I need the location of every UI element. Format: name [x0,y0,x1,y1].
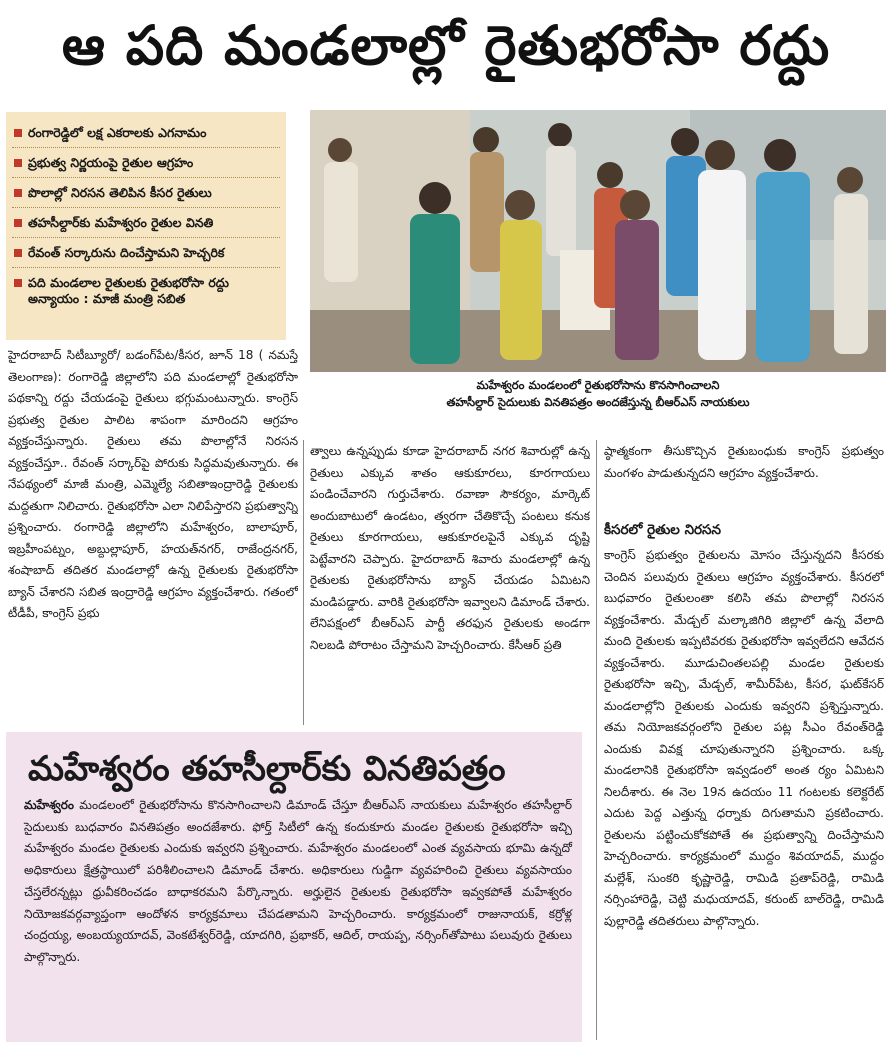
bullet-icon [14,159,22,167]
article-column-1: హైదరాబాద్ సిటీబ్యూరో/ బడంగ్‌పేట/కీసర, జూన్ 18 ( నమస్తే తెలంగాణ): రంగారెడ్డి జిల్లాలోని పది మండలాల్లో రైతుభరోసా పథకాన్ని రద్దు చేయడంపై రైతులు భగ్గుమంటున్నారు. కాంగ్రెస్ ప్రభుత్వ రైతుల పాలిట శాపంగా మారిందని ఆగ్రహం వ్యక్తంచేస్తున్నారు. రైతులు తమ పొలాల్లోనే నిరసన వ్యక్తంచేస్తూ.. రేవంత్ సర్కార్‌పై పోరుకు సిద్ధమవుతున్నారు. ఈ నేపథ్యంలో మాజీ మంత్రి, ఎమ్మెల్యే సబితాఇంద్రారెడ్డి రైతులకు మద్దతుగా నిలిచారు. రైతుభరోసా ఎలా నిలిపేస్తారని ప్రభుత్వాన్ని ప్రశ్నించారు. రంగారెడ్డి జిల్లాలోని మహేశ్వరం, బాలాపూర్, ఇబ్రహీంపట్నం, అబ్దుల్లాపూర్, హయత్‌నగర్, రాజేంద్రనగర్, శంషాబాద్ తదితర మండలాల్లో ఉన్న రైతులకు రైతుభరోసా బ్యాన్ చేశారని సబిత ఇంద్రారెడ్డి ఆగ్రహం వ్యక్తంచేశారు. గతంలో టీడీపీ, కాంగ్రెస్ ప్రభు [8,348,298,620]
headline: ఆ పది మండలాల్లో రైతుభరోసా రద్దు [61,13,831,77]
sidebar-text: మండలంలో రైతుభరోసాను కొనసాగించాలని డిమాండ్ చేస్తూ బీఆర్‌ఎస్ నాయకులు మహేశ్వరం తహసీల్దార్ సైదులుకు బుధవారం వినతిపత్రం అందజేశారు. ఫోర్త్ సిటీలో ఉన్న కందుకూరు మండల రైతులకు రైతుభరోసా ఇచ్చి మహేశ్వరం మండల రైతులకు ఎందుకు ఇవ్వరని ప్రశ్నించారు. మహేశ్వరం మండలంలో ఎంత వ్యవసాయ భూమి ఉన్నదో అధికారులు క్షేత్రస్థాయిలో పరిశీలించాలని డిమాండ్ చేశారు. అధికారులు గుడ్డిగా వ్యవహరించి రైతులు వ్యవసాయం చేస్తలేరన్నట్లు ధ్రువీకరించడం బాధాకరమని పేర్కొన్నారు. అర్హులైన రైతులకు రైతుభరోసా ఇవ్వకపోతే మహేశ్వరం నియోజకవర్గవ్యాప్తంగా ఆందోళన కార్యక్రమాలు చేపడతామని హెచ్చరించారు. కార్యక్రమంలో రాజునాయక్, కర్రోళ్ల చంద్రయ్య, అంబయ్యయాదవ్, వెంకటేశ్వర్‌రెడ్డి, యాదగిరి, ప్రభాకర్, ఆదిల్, రాయప్ప, నర్సింగ్‌తోపాటు పలువురు రైతులు పాల్గొన్నారు. [24,798,572,964]
sidebar-title: మహేశ్వరం తహసీల్దార్‌కు వినతిపత్రం [28,749,506,789]
subheading: కీసరలో రైతుల నిరసన [604,522,722,538]
column-divider [303,440,304,725]
highlight-item: ప్రభుత్వ నిర్ణయంపై రైతుల ఆగ్రహం [12,148,280,178]
bullet-icon [14,129,22,137]
highlight-item: తహసీల్దార్‌కు మహేశ్వరం రైతుల వినతి [12,208,280,238]
bullet-icon [14,279,22,287]
bullet-icon [14,249,22,257]
highlight-item: రేవంత్ సర్కారును దించేస్తామని హెచ్చరిక [12,238,280,268]
column-divider [596,440,597,1040]
highlight-item: పది మండలాల రైతులకు రైతుభరోసా రద్దు అన్యాయం : మాజీ మంత్రి సబిత [12,268,280,313]
sidebar-lead: మహేశ్వరం [24,798,74,812]
highlights-box [6,112,286,340]
sidebar-body [24,795,572,969]
news-photo-illustration [310,110,886,372]
photo-caption-line: మహేశ్వరం మండలంలో రైతుభరోసాను కొనసాగించాలని [476,378,720,392]
photo-caption-line: తహసీల్దార్ సైదులుకు వినతిపత్రం అందజేస్తున్న బీఆర్‌ఎస్ నాయకులు [446,395,750,409]
highlight-item: రంగారెడ్డిలో లక్ష ఎకరాలకు ఎగనామం [12,118,280,148]
bullet-icon [14,189,22,197]
bullet-icon [14,219,22,227]
news-photo [310,110,886,372]
photo-caption [310,377,886,411]
article-column-3-top: ష్ఠాత్మకంగా తీసుకొచ్చిన రైతుబంధుకు కాంగ్రెస్ ప్రభుత్వం మంగళం పాడుతున్నదని ఆగ్రహం వ్యక్తంచేశారు. [604,444,884,480]
article-column-2: త్వాలు ఉన్నప్పుడు కూడా హైదరాబాద్ నగర శివారుల్లో ఉన్న రైతులు ఎక్కువ శాతం ఆకుకూరలు, కూరగాయలు పండించేవారని గుర్తుచేశారు. రవాణా సౌకర్యం, మార్కెట్ అందుబాటులో ఉండటం, త్వరగా చేతికొచ్చే పంటలు కనుక రైతులు కూరగాయలు, ఆకుకూరలపైనే ఎక్కువ దృష్టి పెట్టేవారని చెప్పారు. హైదరాబాద్ శివారు మండలాల్లో ఉన్న రైతులకు రైతుభరోసాను బ్యాన్ చేయడం ఏమిటని మండిపడ్డారు. వారికి రైతుభరోసా ఇవ్వాలని డిమాండ్ చేశారు. లేనిపక్షంలో బీఆర్‌ఎస్ పార్టీ తరఫున రైతులకు అండగా నిలబడి పోరాటం చేస్తామని హెచ్చరించారు. కేసీఆర్ ప్రతి [310,444,590,652]
article-column-3: కాంగ్రెస్ ప్రభుత్వం రైతులను మోసం చేస్తున్నదని కీసరకు చెందిన పలువురు రైతులు ఆగ్రహం వ్యక్తంచేశారు. కీసరలో బుధవారం రైతులంతా కలిసి తమ పొలాల్లో నిరసన వ్యక్తంచేశారు. మేడ్చల్ మల్కాజిగిరి జిల్లాలో ఉన్న వేలాది మంది రైతులకు ఇప్పటివరకు రైతుభరోసా ఇవ్వలేదని ఆవేదన వ్యక్తంచేశారు. మూడుచింతలపల్లి మండల రైతులకు రైతుభరోసా ఇచ్చి, మేడ్చల్, శామీర్‌పేట, కీసర, ఘట్‌కేసర్ మండలాల్లోని రైతులకు ఎందుకు ఇవ్వరని ప్రశ్నిస్తున్నారు. తమ నియోజకవర్గంలోని రైతుల పట్ల సీఎం రేవంత్‌రెడ్డి ఎందుకు వివక్ష చూపుతున్నారని ప్రశ్నించారు. ఒక్క మండలానికి రైతుభరోసా ఇవ్వడంలో అంత ర్యం ఏమిటని నిలదీశారు. ఈ నెల 19న ఉదయం 11 గంటలకు కలెక్టరేట్ ఎదుట పెద్ద ఎత్తున్న ధర్నాకు దిగుతామని ప్రకటించారు. రైతులను పట్టించుకోకపోతే ఈ ప్రభుత్వాన్ని దించేస్తామని హెచ్చరించారు. కార్యక్రమంలో ముద్దం శివయాదవ్, ముద్దం మల్లేశ్, సుంకరి కృష్ణారెడ్డి, రామిడి ప్రతాప్‌రెడ్డి, రామిడి నర్సింహారెడ్డి, చెట్టి మధుయాదవ్, కరుంట్ బాల్‌రెడ్డి, రామిడి పుల్లారెడ్డి తదితరులు పాల్గొన్నారు. [604,548,884,928]
highlight-item: పొలాల్లో నిరసన తెలిపిన కీసర రైతులు [12,178,280,208]
